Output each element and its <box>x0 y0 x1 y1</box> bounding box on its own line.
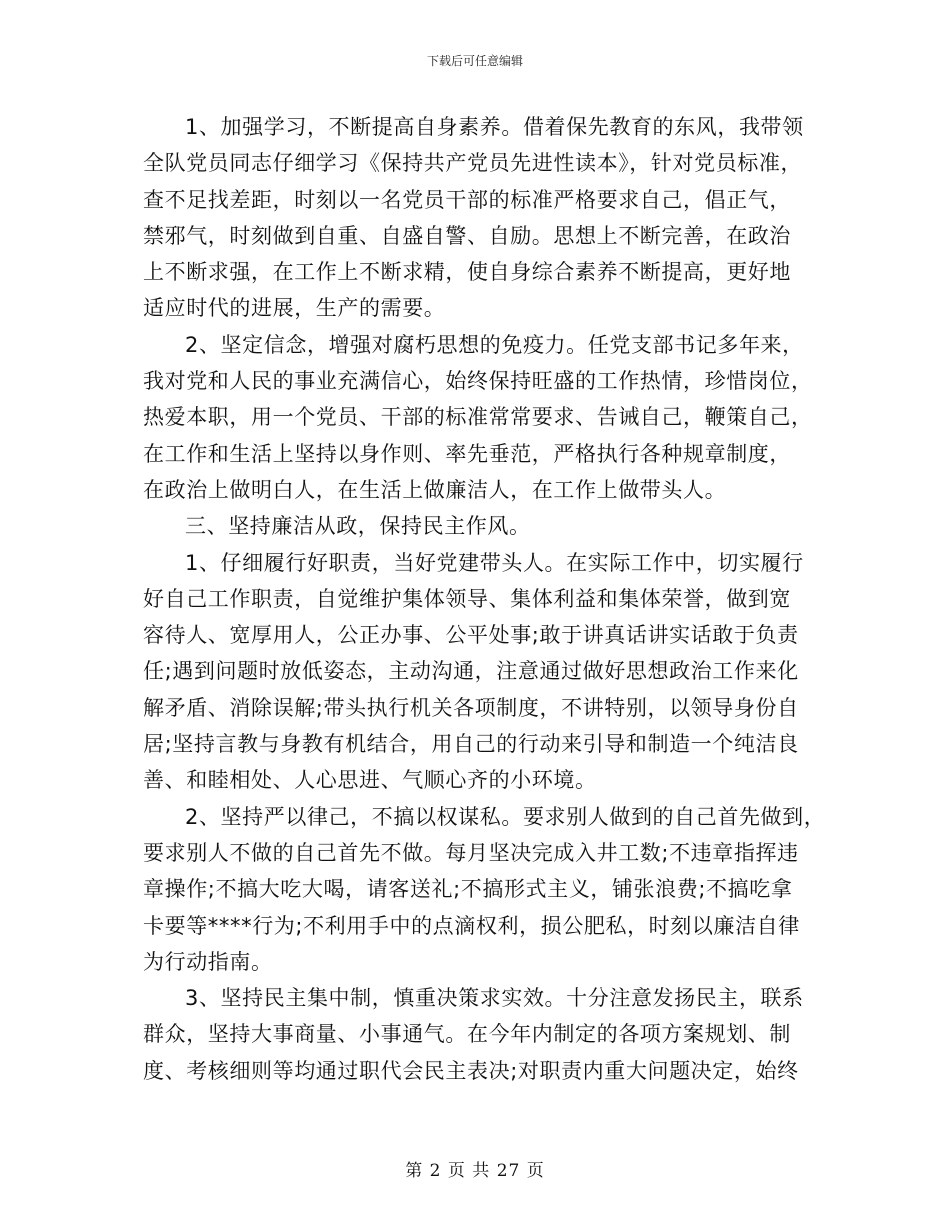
body-line: 善、和睦相处、人心思进、气顺心齐的小环境。 <box>143 768 597 793</box>
page-header: 下载后可任意编辑 <box>426 54 523 68</box>
body-line: 群众，坚持大事商量、小事通气。在今年内制定的各项方案规划、制 <box>143 1022 791 1047</box>
body-line: 1、加强学习，不断提高自身素养。借着保先教育的东风，我带领 <box>185 115 804 139</box>
body-line: 解矛盾、消除误解;带头执行机关各项制度，不讲特别，以领导身份自 <box>143 695 799 720</box>
body-line: 卡要等****行为;不利用手中的点滴权利，损公肥私，时刻以廉洁自律 <box>143 913 800 938</box>
body-line: 热爱本职，用一个党员、干部的标准常常要求、告诫自己，鞭策自己， <box>143 405 813 430</box>
body-line: 查不足找差距，时刻以一名党员干部的标准严格要求自己，倡正气， <box>143 187 791 212</box>
body-line: 在工作和生活上坚持以身作则、率先垂范，严格执行各种规章制度， <box>143 441 791 466</box>
page-footer: 第 2 页 共 27 页 <box>405 1161 545 1181</box>
body-line: 1、仔细履行好职责，当好党建带头人。在实际工作中，切实履行 <box>185 550 804 575</box>
body-line: 好自己工作职责，自觉维护集体领导、集体利益和集体荣誉，做到宽 <box>143 586 791 611</box>
body-line: 任;遇到问题时放低姿态，主动沟通，注意通过做好思想政治工作来化 <box>143 659 799 684</box>
body-line: 居;坚持言教与身教有机结合，用自己的行动来引导和制造一个纯洁良 <box>143 732 799 757</box>
body-line: 要求别人不做的自己首先不做。每月坚决完成入井工数;不违章指挥违 <box>143 840 799 865</box>
body-line: 我对党和人民的事业充满信心，始终保持旺盛的工作热情，珍惜岗位， <box>143 369 813 394</box>
body-line: 适应时代的进展，生产的需要。 <box>143 296 446 321</box>
body-line: 为行动指南。 <box>143 949 273 974</box>
body-line: 上不断求强，在工作上不断求精，使自身综合素养不断提高，更好地 <box>143 260 791 285</box>
body-line: 2、坚定信念，增强对腐朽思想的免疫力。任党支部书记多年来， <box>185 332 804 357</box>
body-line: 在政治上做明白人，在生活上做廉洁人，在工作上做带头人。 <box>143 477 727 502</box>
body-line: 容待人、宽厚用人，公正办事、公平处事;敢于讲真话讲实话敢于负责 <box>143 623 799 648</box>
body-line: 度、考核细则等均通过职代会民主表决;对职责内重大问题决定，始终 <box>143 1058 799 1083</box>
body-line: 章操作;不搞大吃大喝，请客送礼;不搞形式主义，铺张浪费;不搞吃拿 <box>143 877 793 902</box>
body-line: 2、坚持严以律己，不搞以权谋私。要求别人做到的自己首先做到， <box>185 804 826 829</box>
document-body <box>143 109 826 1089</box>
body-line: 全队党员同志仔细学习《保持共产党员先进性读本》，针对党员标准， <box>143 151 803 176</box>
body-line: 3、坚持民主集中制，慎重决策求实效。十分注意发扬民主，联系 <box>185 986 804 1011</box>
body-line: 三、坚持廉洁从政，保持民主作风。 <box>185 514 531 539</box>
body-line: 禁邪气，时刻做到自重、自盛自警、自励。思想上不断完善，在政治 <box>143 223 791 248</box>
